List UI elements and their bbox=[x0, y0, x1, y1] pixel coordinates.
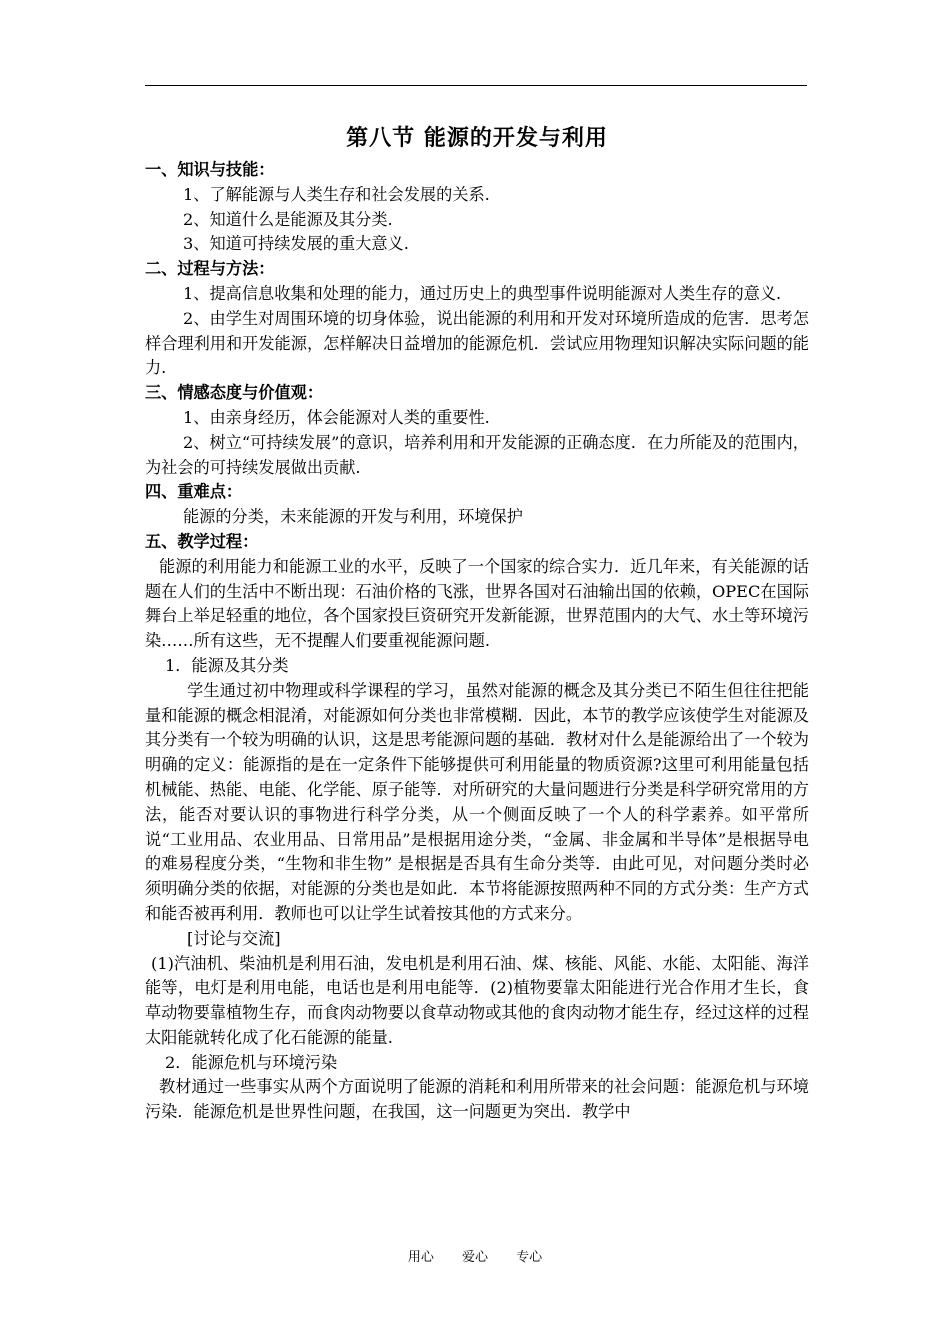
body-paragraph: 学生通过初中物理或科学课程的学习，虽然对能源的概念及其分类已不陌生但往往把能量和能源的概念相混淆，对能源如何分类也非常模糊．因此，本节的教学应该使学生对能源及其分类有一个较为明确的认识，这是思考能源问题的基础．教材对什么是能源给出了一个较为明确的定义：能源指的是在一定条件下能够提供可利用能量的物质资源?这里可利用能量包括机械能、热能、电能、化学能、原子能等．对所研究的大量问题进行分类是科学研究常用的方法，能否对要认识的事物进行科学分类，从一个侧面反映了一个人的科学素养。如平常所说“工业用品、农业用品、日常用品”是根据用途分类，“金属、非金属和半导体”是根据导电的难易程度分类，“生物和非生物” 是根据是否具有生命分类等．由此可见，对问题分类时必须明确分类的依据，对能源的分类也是如此．本节将能源按照两种不同的方式分类：生产方式和能否被再利用．教师也可以让学生试着按其他的方式来分。 bbox=[145, 680, 809, 923]
list-item: 2、树立“可持续发展”的意识，培养利用和开发能源的正确态度．在力所能及的范围内，为社会的可持续发展做出贡献. bbox=[145, 432, 809, 477]
key-points-text: 能源的分类，未来能源的开发与利用，环境保护 bbox=[183, 507, 523, 527]
list-item: 1、由亲身经历，体会能源对人类的重要性. bbox=[183, 407, 490, 427]
section-heading-2: 二、过程与方法： bbox=[145, 259, 275, 279]
discussion-paragraph: (1)汽油机、柴油机是利用石油，发电机是利用石油、煤、核能、风能、水能、太阳能、海洋能等，电灯是利用电能，电话也是利用电能等．(2)植物要靠太阳能进行光合作用才生长，食草动物要靠植物生存，而食肉动物要以食草动物或其他的食肉动物才能生存，经过这样的过程太阳能就转化成了化石能源的能量. bbox=[145, 953, 809, 1047]
page-title: 第八节 能源的开发与利用 bbox=[346, 125, 608, 151]
document-body bbox=[145, 118, 809, 1125]
section-heading-5: 五、教学过程： bbox=[145, 531, 259, 551]
section-heading-4: 四、重难点： bbox=[145, 482, 243, 502]
page-footer bbox=[0, 1248, 950, 1268]
subsection-title-1: 1．能源及其分类 bbox=[165, 655, 289, 675]
footer-word: 用心 bbox=[407, 1250, 434, 1265]
list-item: 1、提高信息收集和处理的能力，通过历史上的典型事件说明能源对人类生存的意义. bbox=[183, 283, 782, 303]
list-item: 3、知道可持续发展的重大意义. bbox=[183, 234, 409, 254]
footer-word: 爱心 bbox=[461, 1250, 488, 1265]
subsection-title-2: 2．能源危机与环境污染 bbox=[165, 1052, 338, 1072]
intro-paragraph: 能源的利用能力和能源工业的水平，反映了一个国家的综合实力．近几年来，有关能源的话题在人们的生活中不断出现：石油价格的飞涨，世界各国对石油输出国的依赖，OPEC在国际舞台上举足轻重的地位，各个国家投巨资研究开发新能源，世界范围内的大气、水土等环境污染……所有这些，无不提醒人们要重视能源问题. bbox=[145, 556, 809, 651]
footer-word: 专心 bbox=[516, 1250, 543, 1265]
discussion-label: [讨论与交流] bbox=[187, 928, 281, 948]
list-item: 1、了解能源与人类生存和社会发展的关系. bbox=[183, 184, 490, 204]
list-item: 2、由学生对周围环境的切身体验，说出能源的利用和开发对环境所造成的危害．思考怎样合理利用和开发能源，怎样解决日益增加的能源危机．尝试应用物理知识解决实际问题的能力. bbox=[145, 308, 809, 378]
section-heading-3: 三、情感态度与价值观： bbox=[145, 383, 324, 403]
list-item: 2、知道什么是能源及其分类. bbox=[183, 209, 393, 229]
header-rule bbox=[145, 85, 807, 86]
section-heading-1: 一、知识与技能： bbox=[145, 160, 275, 179]
body-paragraph: 教材通过一些事实从两个方面说明了能源的消耗和利用所带来的社会问题：能源危机与环境污染．能源危机是世界性问题，在我国，这一问题更为突出．教学中 bbox=[145, 1077, 809, 1122]
